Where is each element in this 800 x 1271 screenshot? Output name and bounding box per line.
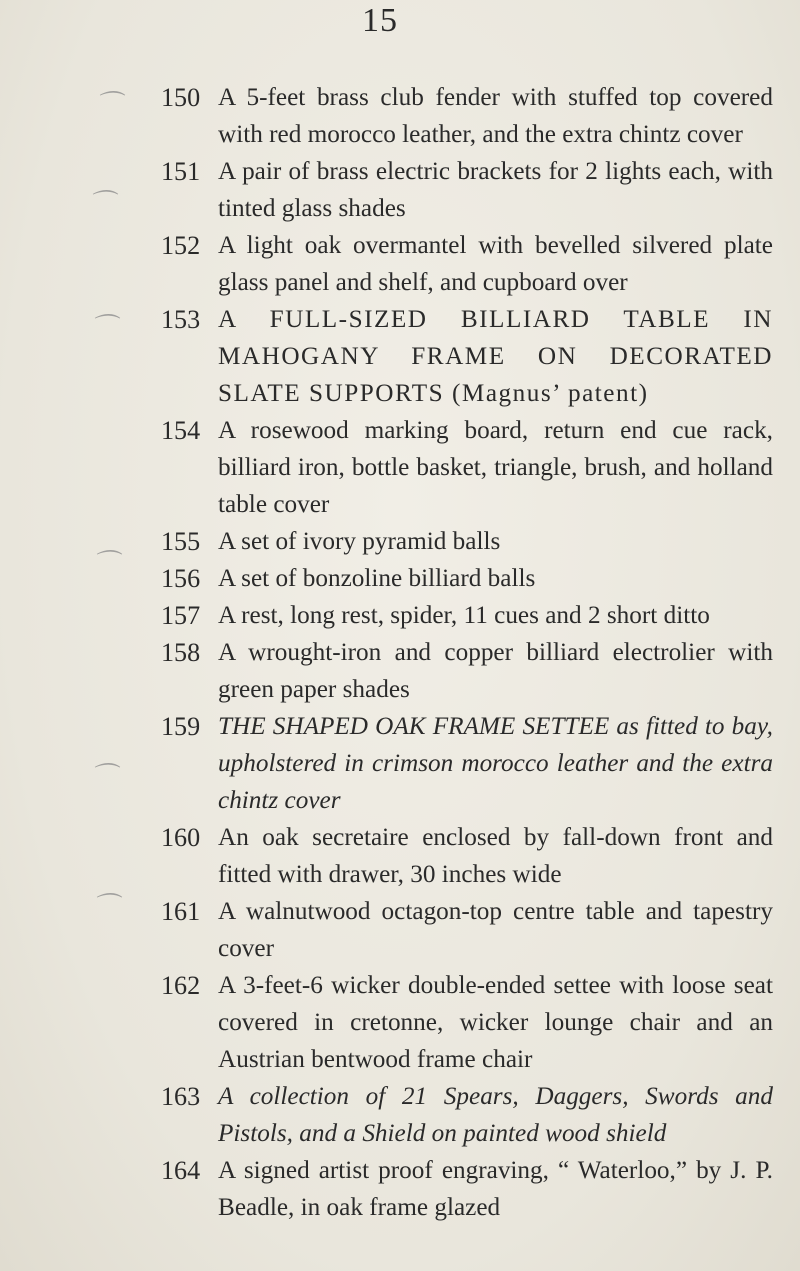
lot-description: A FULL-SIZED BILLIARD TABLE IN MAHOGANY FRAME ON DECORATED SLATE SUPPORTS (Magnus’ patent) [218,306,773,407]
lot-description: A rosewood marking board, return end cue rack, billiard iron, bottle basket, triangle, brush, and holland table cover [218,417,773,518]
lot-number: 164 [161,1156,201,1185]
lot-description: A wrought-iron and copper billiard electrolier with green paper shades [218,639,773,703]
lot-number: 160 [161,823,201,852]
page-number: 15 [362,2,398,39]
lot-number: 154 [161,416,201,445]
lot-description: A 5-feet brass club fender with stuffed top covered with red morocco leather, and the extra chintz cover [218,84,773,148]
lot-number: 161 [161,897,201,926]
pencil-mark: ⌒ [92,549,119,579]
lot-description: An oak secretaire enclosed by fall-down front and fitted with drawer, 30 inches wide [218,824,773,888]
lot-number: 163 [161,1082,201,1111]
lot-number: 159 [161,712,201,741]
lot-number: 155 [161,527,201,556]
lot-description: A 3-feet-6 wicker double-ended settee with loose seat covered in cretonne, wicker lounge chair and an Austrian bentwood frame chair [218,972,773,1073]
lot-description: A pair of brass electric brackets for 2 lights each, with tinted glass shades [218,158,773,222]
lot-description: A collection of 21 Spears, Daggers, Swords and Pistols, and a Shield on painted wood shield [218,1083,773,1147]
lot-description: A walnutwood octagon-top centre table and tapestry cover [218,898,773,962]
pencil-mark: ⌒ [88,189,115,219]
pencil-mark: ⌒ [95,90,122,120]
lot-description: A signed artist proof engraving, “ Waterloo,” by J. P. Beadle, in oak frame glazed [218,1157,773,1221]
lot-description: A set of ivory pyramid balls [218,528,501,555]
lot-description: A light oak overmantel with bevelled silvered plate glass panel and shelf, and cupboard over [218,232,773,296]
lot-number: 157 [161,601,201,630]
lot-number: 150 [161,83,201,112]
lot-description: A rest, long rest, spider, 11 cues and 2 short ditto [218,602,710,629]
pencil-mark: ⌒ [92,892,119,922]
lot-number: 152 [161,231,201,260]
lot-number: 158 [161,638,201,667]
lot-number: 156 [161,564,201,593]
lot-description: A set of bonzoline billiard balls [218,565,536,592]
lot-number: 162 [161,971,201,1000]
pencil-mark: ⌒ [90,762,117,792]
lot-number: 151 [161,157,201,186]
lot-description: THE SHAPED OAK FRAME SETTEE as fitted to bay, upholstered in crimson morocco leather and the extra chintz cover [218,713,773,814]
pencil-mark: ⌒ [90,313,117,343]
lot-number: 153 [161,305,201,334]
